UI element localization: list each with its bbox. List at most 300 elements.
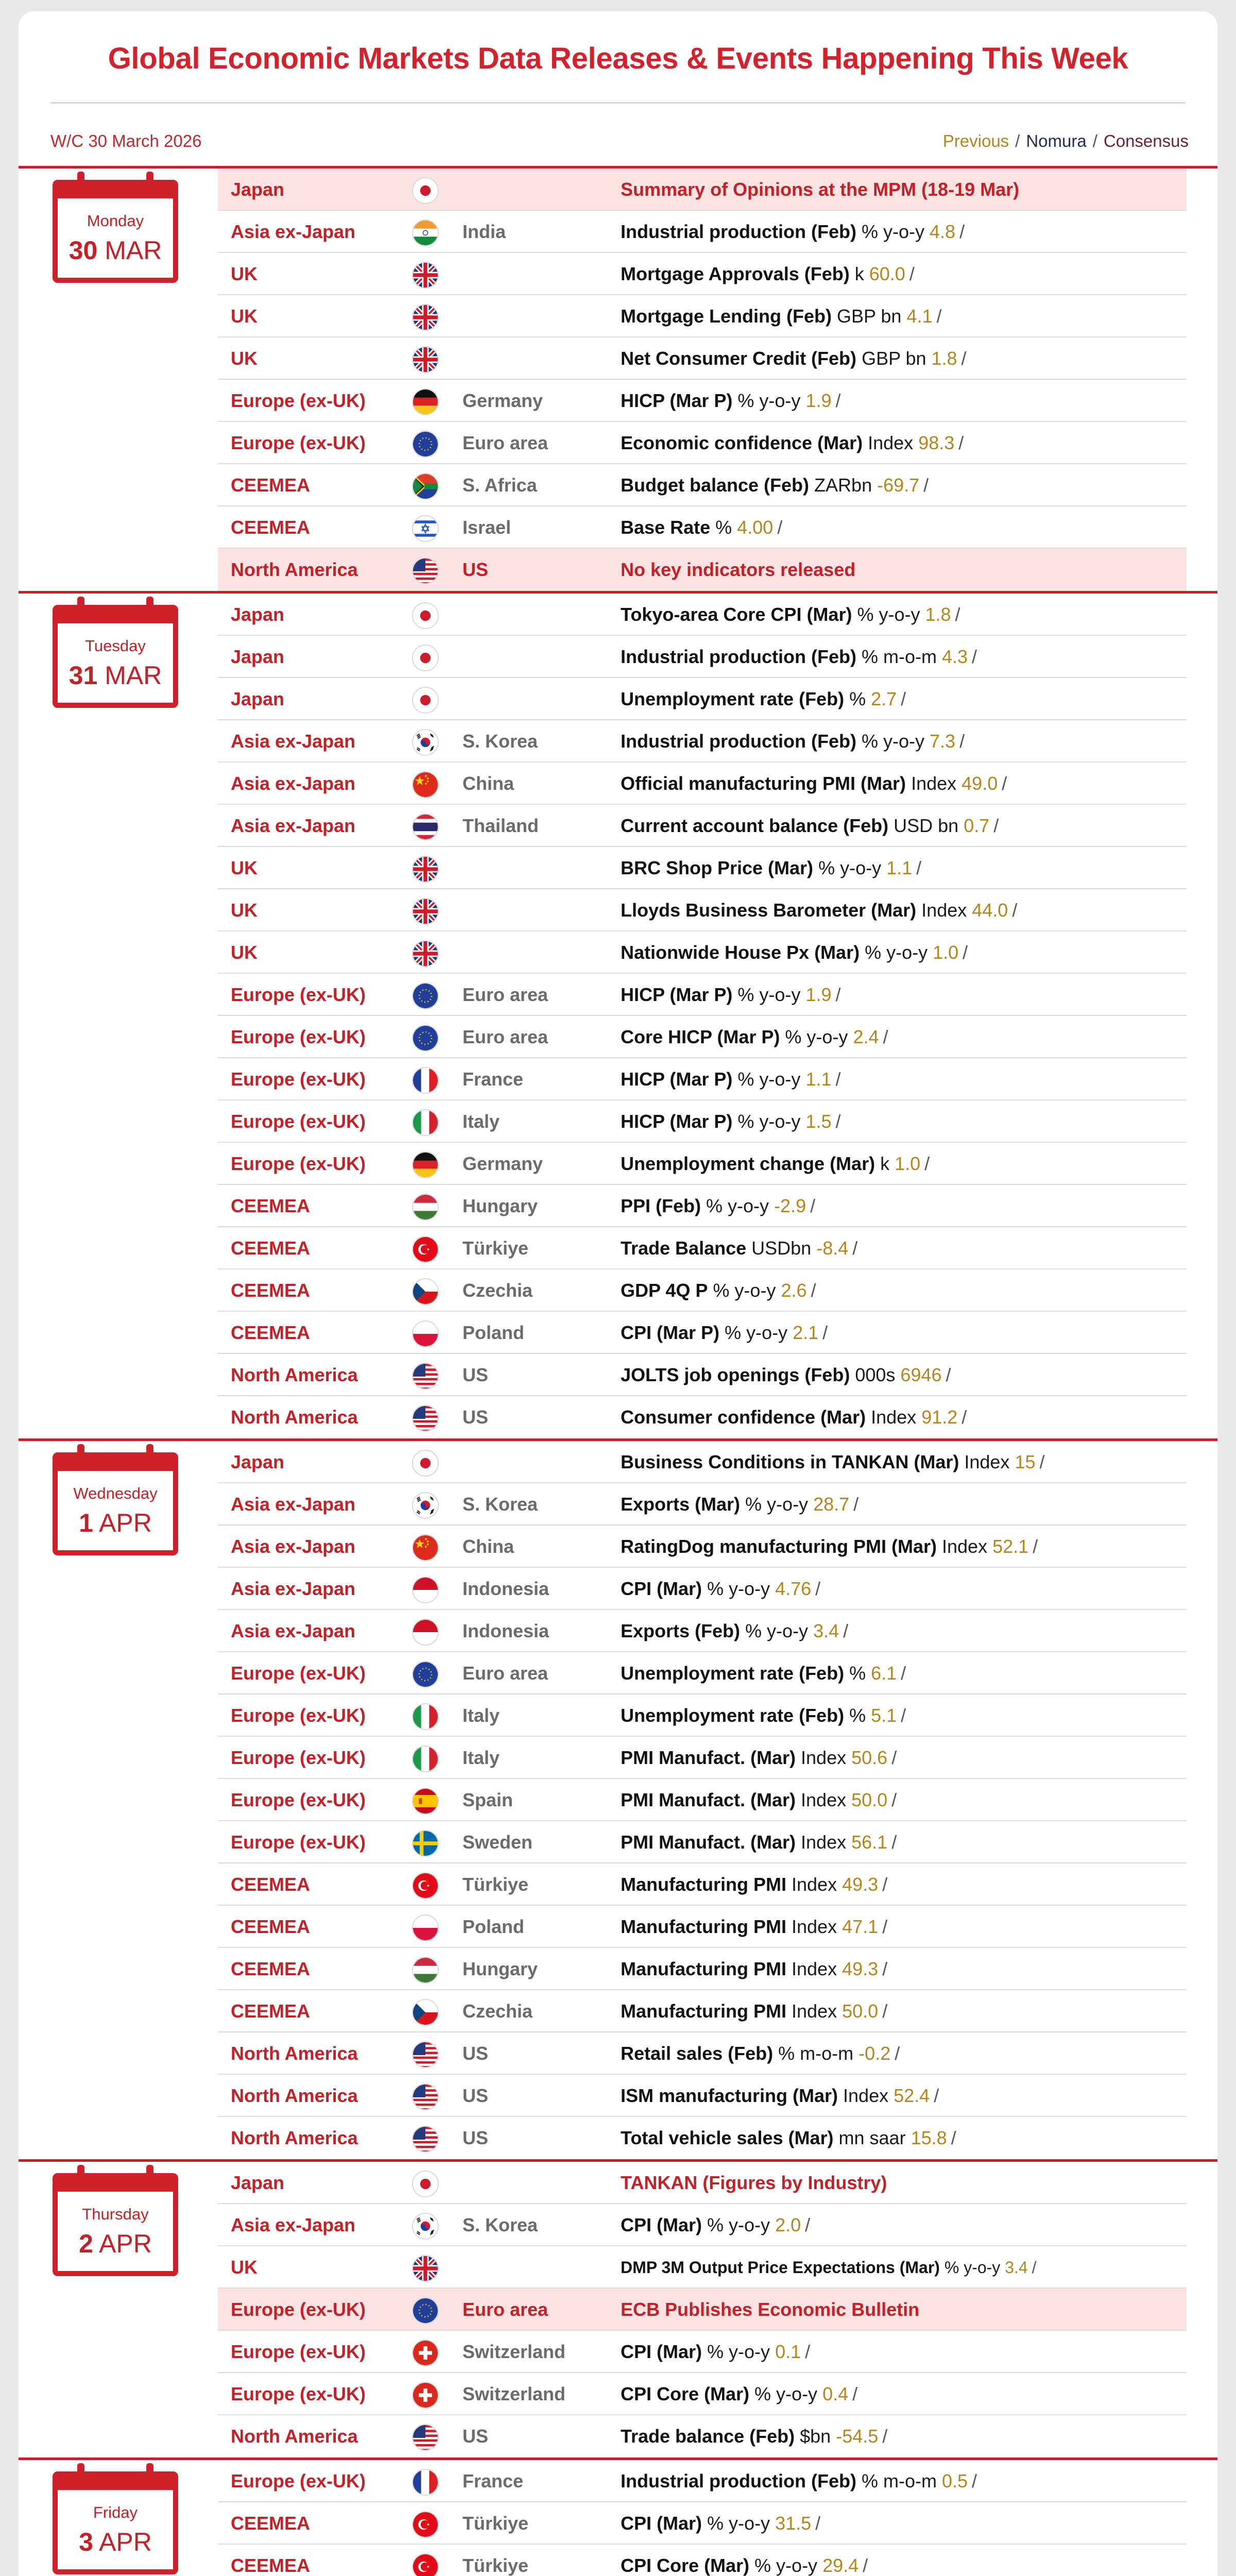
day-section-wednesday bbox=[19, 1438, 1217, 2159]
previous-value: 4.3 bbox=[942, 646, 968, 667]
region-label: North America bbox=[231, 2127, 358, 2148]
release-row bbox=[218, 805, 1187, 847]
previous-value: 2.6 bbox=[781, 1280, 807, 1301]
value-separator: / bbox=[805, 2341, 811, 2362]
release-row bbox=[218, 2373, 1187, 2415]
us-flag-icon bbox=[412, 1405, 439, 1432]
value-separator: / bbox=[962, 1406, 967, 1428]
indicator bbox=[621, 1906, 891, 1948]
previous-value: 0.4 bbox=[822, 2383, 849, 2404]
indicator-unit: Index bbox=[792, 1874, 837, 1895]
day-number: 31 bbox=[68, 661, 98, 690]
previous-value: 50.6 bbox=[851, 1747, 888, 1768]
day-date bbox=[58, 2527, 173, 2557]
event-row bbox=[218, 168, 1187, 211]
value-separator: / bbox=[882, 2001, 888, 2022]
release-row bbox=[218, 1483, 1187, 1526]
legend-consensus: Consensus bbox=[1103, 131, 1189, 150]
release-row bbox=[218, 678, 1187, 720]
eu-flag-icon bbox=[412, 2297, 439, 2324]
previous-value: 4.1 bbox=[906, 306, 933, 327]
indicator-name: Industrial production (Feb) bbox=[621, 221, 856, 242]
indicator-name: Unemployment rate (Feb) bbox=[621, 1663, 845, 1684]
release-row bbox=[218, 2460, 1187, 2502]
turkiye-flag-icon bbox=[412, 2553, 439, 2576]
release-row bbox=[218, 1821, 1187, 1863]
indicator-unit: % m-o-m bbox=[778, 2043, 854, 2064]
indicator-unit: % y-o-y bbox=[745, 1494, 809, 1515]
indicator bbox=[621, 1821, 901, 1863]
israel-flag-icon bbox=[412, 515, 439, 542]
release-row bbox=[218, 2162, 1187, 2204]
country-label: Indonesia bbox=[462, 1578, 550, 1599]
previous-value: 49.0 bbox=[962, 773, 998, 794]
region-label: Europe (ex-UK) bbox=[231, 2470, 366, 2492]
release-row bbox=[218, 594, 1187, 636]
release-row bbox=[218, 253, 1187, 295]
release-row bbox=[218, 1948, 1187, 1990]
region-label: Asia ex-Japan bbox=[231, 1494, 356, 1515]
indicator bbox=[621, 211, 969, 253]
value-separator: / bbox=[924, 1153, 930, 1174]
indicator bbox=[621, 1016, 892, 1058]
previous-value: 2.4 bbox=[853, 1026, 879, 1047]
indicator bbox=[621, 2204, 814, 2246]
turkiye-flag-icon bbox=[412, 1872, 439, 1899]
previous-value: 49.3 bbox=[842, 1874, 879, 1895]
country-label: Hungary bbox=[462, 1195, 538, 1216]
previous-value: 2.1 bbox=[793, 1322, 819, 1343]
region-label: CEEMEA bbox=[231, 1916, 311, 1937]
indicator-unit: Index bbox=[801, 1747, 847, 1768]
japan-flag-icon bbox=[412, 177, 439, 204]
region-label: UK bbox=[231, 348, 258, 369]
country-label: Czechia bbox=[462, 1280, 533, 1301]
previous-value: 52.4 bbox=[894, 2085, 930, 2106]
region-label: Europe (ex-UK) bbox=[231, 1832, 366, 1853]
value-separator: / bbox=[882, 2426, 888, 2447]
country-label: S. Korea bbox=[462, 1494, 538, 1515]
previous-value: 50.0 bbox=[842, 2001, 879, 2022]
indicator bbox=[621, 2373, 862, 2415]
indicator bbox=[621, 380, 845, 422]
south-korea-flag-icon bbox=[412, 1492, 439, 1519]
eu-flag-icon bbox=[412, 982, 439, 1009]
indicator-unit: Index bbox=[871, 1406, 917, 1428]
country-label: Thailand bbox=[462, 815, 539, 836]
day-section-friday bbox=[19, 2458, 1217, 2576]
region-label: Asia ex-Japan bbox=[231, 2214, 356, 2235]
indicator bbox=[621, 1185, 819, 1227]
calendar-icon bbox=[53, 605, 178, 708]
release-row bbox=[218, 1652, 1187, 1694]
region-label: Europe (ex-UK) bbox=[231, 2341, 366, 2362]
value-separator: / bbox=[951, 2127, 956, 2148]
indicator bbox=[621, 422, 968, 464]
region-label: Asia ex-Japan bbox=[231, 1620, 356, 1641]
release-row bbox=[218, 2117, 1187, 2159]
previous-value: 6946 bbox=[900, 1364, 942, 1385]
indicator-name: Mortgage Approvals (Feb) bbox=[621, 263, 850, 284]
value-separator: / bbox=[863, 2555, 868, 2576]
calendar-icon bbox=[53, 2173, 178, 2276]
previous-value: 1.0 bbox=[895, 1153, 921, 1174]
release-row bbox=[218, 2545, 1187, 2576]
indicator-name: Current account balance (Feb) bbox=[621, 815, 889, 836]
indicator-name: Trade balance (Feb) bbox=[621, 2426, 795, 2447]
value-separator: / bbox=[959, 731, 965, 752]
value-separator: / bbox=[805, 2214, 811, 2235]
china-flag-icon bbox=[412, 1534, 439, 1561]
previous-value: 1.5 bbox=[805, 1111, 832, 1132]
indicator-name: Exports (Feb) bbox=[621, 1620, 741, 1641]
release-row bbox=[218, 506, 1187, 549]
region-label: CEEMEA bbox=[231, 1874, 311, 1895]
japan-flag-icon bbox=[412, 2171, 439, 2197]
indicator-name: Unemployment rate (Feb) bbox=[621, 688, 845, 709]
indicator bbox=[621, 1058, 845, 1100]
release-row bbox=[218, 1863, 1187, 1906]
country-label: Italy bbox=[462, 1111, 500, 1132]
indicator bbox=[621, 1863, 891, 1906]
day-of-week: Thursday bbox=[82, 2205, 149, 2223]
region-label: Europe (ex-UK) bbox=[231, 2299, 366, 2320]
indicator-name: PMI Manufact. (Mar) bbox=[621, 1789, 796, 1810]
country-label: Italy bbox=[462, 1747, 500, 1768]
previous-value: 47.1 bbox=[842, 1916, 879, 1937]
previous-value: 29.4 bbox=[822, 2555, 859, 2576]
calendar-card bbox=[19, 11, 1217, 2576]
country-label: US bbox=[462, 2043, 489, 2064]
country-label: Germany bbox=[462, 1153, 543, 1174]
indicator-name: PMI Manufact. (Mar) bbox=[621, 1747, 796, 1768]
release-row bbox=[218, 1016, 1187, 1058]
germany-flag-icon bbox=[412, 388, 439, 415]
turkiye-flag-icon bbox=[412, 1236, 439, 1263]
previous-value: 98.3 bbox=[918, 432, 955, 453]
country-label: Türkiye bbox=[462, 2513, 529, 2534]
release-list bbox=[218, 2460, 1187, 2576]
day-date bbox=[58, 2229, 173, 2259]
previous-value: 2.0 bbox=[775, 2214, 801, 2235]
indicator-unit: Index bbox=[792, 1958, 837, 1979]
region-label: Europe (ex-UK) bbox=[231, 432, 366, 453]
indicator-unit: % y-o-y bbox=[707, 2214, 770, 2235]
hungary-flag-icon bbox=[412, 1194, 439, 1221]
indicator-unit: % y-o-y bbox=[707, 1578, 770, 1599]
region-label: CEEMEA bbox=[231, 1238, 311, 1259]
indicator-unit: % y-o-y bbox=[707, 2513, 770, 2534]
indicator bbox=[621, 1312, 832, 1354]
indicator-name: Net Consumer Credit (Feb) bbox=[621, 348, 857, 369]
region-label: UK bbox=[231, 2257, 258, 2278]
region-label: Europe (ex-UK) bbox=[231, 1026, 366, 1047]
region-label: North America bbox=[231, 1406, 358, 1428]
indicator-name: Economic confidence (Mar) bbox=[621, 432, 863, 453]
indicator bbox=[621, 1610, 852, 1652]
indicator-name: Base Rate bbox=[621, 517, 711, 538]
country-label: France bbox=[462, 2470, 524, 2492]
indicator bbox=[621, 1269, 820, 1312]
indicator bbox=[621, 2032, 904, 2075]
indicator-name: BRC Shop Price (Mar) bbox=[621, 857, 814, 878]
previous-value: 31.5 bbox=[775, 2513, 812, 2534]
region-label: Europe (ex-UK) bbox=[231, 390, 366, 411]
region-label: Europe (ex-UK) bbox=[231, 1789, 366, 1810]
previous-value: 49.3 bbox=[842, 1958, 879, 1979]
previous-value: -0.2 bbox=[859, 2043, 891, 2064]
region-label: Europe (ex-UK) bbox=[231, 1747, 366, 1768]
country-label: Poland bbox=[462, 1322, 525, 1343]
value-separator: / bbox=[993, 815, 999, 836]
previous-value: 4.8 bbox=[930, 221, 956, 242]
indicator bbox=[621, 762, 1011, 805]
release-row bbox=[218, 974, 1187, 1016]
indicator-unit: Index bbox=[801, 1832, 847, 1853]
country-label: Germany bbox=[462, 390, 543, 411]
indicator-unit: % y-o-y bbox=[706, 1195, 769, 1216]
value-separator: / bbox=[972, 646, 977, 667]
indicator-unit: $bn bbox=[800, 2426, 831, 2447]
release-row bbox=[218, 2032, 1187, 2075]
value-separator: / bbox=[901, 1705, 906, 1726]
day-month: APR bbox=[99, 2229, 152, 2258]
value-separator: / bbox=[891, 1832, 897, 1853]
indicator-name: Nationwide House Px (Mar) bbox=[621, 942, 860, 963]
country-label: Switzerland bbox=[462, 2341, 566, 2362]
us-flag-icon bbox=[412, 2126, 439, 2153]
indicator-name: Summary of Opinions at the MPM (18-19 Mar) bbox=[621, 179, 1020, 200]
indicator-unit: % bbox=[849, 688, 866, 709]
release-row bbox=[218, 931, 1187, 974]
us-flag-icon bbox=[412, 1363, 439, 1389]
legend-nomura: Nomura bbox=[1026, 131, 1087, 150]
day-number: 3 bbox=[79, 2528, 93, 2556]
indonesia-flag-icon bbox=[412, 1577, 439, 1603]
indicator bbox=[621, 506, 786, 549]
indicator-unit: Index bbox=[964, 1451, 1010, 1472]
previous-value: 4.76 bbox=[775, 1578, 812, 1599]
uk-flag-icon bbox=[412, 262, 439, 289]
region-label: North America bbox=[231, 559, 358, 580]
hungary-flag-icon bbox=[412, 1957, 439, 1984]
release-row bbox=[218, 211, 1187, 253]
indicator bbox=[621, 1441, 1049, 1483]
value-separator: / bbox=[959, 221, 965, 242]
release-row bbox=[218, 1058, 1187, 1100]
indicator-unit: % y-o-y bbox=[818, 857, 882, 878]
day-month: APR bbox=[99, 1509, 152, 1537]
previous-value: 1.9 bbox=[805, 984, 832, 1005]
indicator bbox=[621, 253, 919, 295]
indicator-unit: 000s bbox=[855, 1364, 896, 1385]
region-label: CEEMEA bbox=[231, 2001, 311, 2022]
country-label: S. Korea bbox=[462, 731, 538, 752]
indicator-unit: Index bbox=[911, 773, 957, 794]
indicator-unit: Index bbox=[942, 1536, 988, 1557]
week-schedule bbox=[19, 166, 1217, 2576]
country-label: Spain bbox=[462, 1789, 513, 1810]
indicator bbox=[621, 1568, 825, 1610]
indicator bbox=[621, 2460, 981, 2502]
indicator bbox=[621, 1737, 901, 1779]
poland-flag-icon bbox=[412, 1914, 439, 1941]
region-label: Europe (ex-UK) bbox=[231, 2383, 366, 2404]
country-label: S. Africa bbox=[462, 474, 537, 496]
indicator-unit: Index bbox=[921, 900, 967, 921]
indicator bbox=[621, 2117, 960, 2159]
indicator bbox=[621, 1143, 934, 1185]
indicator-name: CPI Core (Mar) bbox=[621, 2555, 750, 2576]
region-label: North America bbox=[231, 1364, 358, 1385]
indicator-name: Core HICP (Mar P) bbox=[621, 1026, 780, 1047]
value-separator: / bbox=[891, 1789, 897, 1810]
indicator-name: GDP 4Q P bbox=[621, 1280, 708, 1301]
indicator-unit: Index bbox=[843, 2085, 889, 2106]
region-label: Japan bbox=[231, 604, 285, 625]
region-label: Japan bbox=[231, 646, 285, 667]
country-label: US bbox=[462, 1406, 489, 1428]
uk-flag-icon bbox=[412, 940, 439, 967]
region-label: CEEMEA bbox=[231, 2555, 311, 2576]
indicator-name: Industrial production (Feb) bbox=[621, 2470, 856, 2492]
day-date bbox=[58, 1508, 173, 1538]
region-label: Europe (ex-UK) bbox=[231, 1663, 366, 1684]
release-row bbox=[218, 847, 1187, 889]
country-label: Sweden bbox=[462, 1832, 533, 1853]
country-label: Euro area bbox=[462, 984, 548, 1005]
indicator-unit: Index bbox=[868, 432, 914, 453]
indicator bbox=[621, 847, 925, 889]
release-row bbox=[218, 2502, 1187, 2545]
indicator bbox=[621, 889, 1021, 931]
region-label: CEEMEA bbox=[231, 2513, 311, 2534]
calendar-icon bbox=[53, 180, 178, 283]
indicator bbox=[621, 1694, 910, 1737]
germany-flag-icon bbox=[412, 1151, 439, 1178]
value-separator: / bbox=[835, 1111, 841, 1132]
indicator bbox=[621, 1100, 845, 1143]
indicator-unit: GBP bn bbox=[836, 306, 902, 327]
uk-flag-icon bbox=[412, 2255, 439, 2282]
italy-flag-icon bbox=[412, 1703, 439, 1730]
release-row bbox=[218, 720, 1187, 762]
indicator-name: PMI Manufact. (Mar) bbox=[621, 1832, 796, 1853]
indicator-unit: Index bbox=[792, 1916, 837, 1937]
indicator-name: ISM manufacturing (Mar) bbox=[621, 2085, 838, 2106]
previous-value: 1.1 bbox=[805, 1069, 832, 1090]
indicator-name: RatingDog manufacturing PMI (Mar) bbox=[621, 1536, 937, 1557]
release-row bbox=[218, 636, 1187, 678]
indicator bbox=[621, 974, 845, 1016]
value-separator: / bbox=[916, 857, 922, 878]
japan-flag-icon bbox=[412, 645, 439, 671]
us-flag-icon bbox=[412, 2424, 439, 2451]
indicator bbox=[621, 1354, 955, 1396]
value-separator: / bbox=[835, 390, 841, 411]
indicator bbox=[621, 2289, 919, 2331]
previous-value: 6.1 bbox=[871, 1663, 897, 1684]
previous-value: 60.0 bbox=[869, 263, 905, 284]
indicator-name: Tokyo-area Core CPI (Mar) bbox=[621, 604, 852, 625]
day-month: MAR bbox=[105, 661, 162, 690]
indicator bbox=[621, 1948, 891, 1990]
release-row bbox=[218, 422, 1187, 464]
indicator-unit: % y-o-y bbox=[865, 942, 928, 963]
value-separator: / bbox=[901, 688, 906, 709]
day-month: APR bbox=[99, 2528, 152, 2556]
indicator-unit: % m-o-m bbox=[861, 646, 937, 667]
value-separator: / bbox=[883, 1026, 888, 1047]
indicator-unit: USDbn bbox=[751, 1238, 812, 1259]
day-of-week: Friday bbox=[93, 2503, 138, 2521]
indicator-unit: ZARbn bbox=[814, 474, 872, 496]
value-separator: / bbox=[852, 2383, 858, 2404]
indicator-name: TANKAN (Figures by Industry) bbox=[621, 2172, 887, 2193]
south-korea-flag-icon bbox=[412, 729, 439, 756]
south-korea-flag-icon bbox=[412, 2213, 439, 2240]
uk-flag-icon bbox=[412, 346, 439, 373]
indicator-name: Total vehicle sales (Mar) bbox=[621, 2127, 834, 2148]
country-label: Czechia bbox=[462, 2001, 533, 2022]
indicator-unit: % y-o-y bbox=[861, 731, 924, 752]
indicator bbox=[621, 1227, 862, 1269]
indicator-name: DMP 3M Output Price Expectations (Mar) bbox=[621, 2258, 940, 2277]
day-of-week: Tuesday bbox=[85, 637, 146, 655]
indicator-name: Consumer confidence (Mar) bbox=[621, 1406, 866, 1428]
region-label: CEEMEA bbox=[231, 517, 311, 538]
us-flag-icon bbox=[412, 557, 439, 584]
indicator-name: Exports (Mar) bbox=[621, 1494, 741, 1515]
uk-flag-icon bbox=[412, 304, 439, 331]
day-number: 30 bbox=[68, 236, 98, 265]
value-separator: / bbox=[835, 1069, 841, 1090]
release-list bbox=[218, 1441, 1187, 2159]
country-label: Israel bbox=[462, 517, 511, 538]
value-separator: / bbox=[955, 604, 960, 625]
indicator bbox=[621, 1396, 971, 1438]
country-label: Poland bbox=[462, 1916, 525, 1937]
release-list bbox=[218, 2162, 1187, 2458]
indicator-name: CPI (Mar) bbox=[621, 1578, 702, 1599]
indicator-unit: % y-o-y bbox=[707, 2341, 770, 2362]
indicator bbox=[621, 2162, 887, 2204]
country-label: China bbox=[462, 1536, 514, 1557]
poland-flag-icon bbox=[412, 1320, 439, 1347]
indicator bbox=[621, 720, 969, 762]
release-row bbox=[218, 762, 1187, 805]
release-row bbox=[218, 889, 1187, 931]
region-label: CEEMEA bbox=[231, 1195, 311, 1216]
region-label: Japan bbox=[231, 2172, 285, 2193]
indicator-name: CPI (Mar) bbox=[621, 2341, 702, 2362]
indonesia-flag-icon bbox=[412, 1619, 439, 1646]
release-row bbox=[218, 1568, 1187, 1610]
value-separator: / bbox=[934, 2085, 939, 2106]
region-label: UK bbox=[231, 263, 258, 284]
release-row bbox=[218, 1779, 1187, 1821]
previous-value: -2.9 bbox=[774, 1195, 806, 1216]
day-number: 2 bbox=[79, 2229, 93, 2258]
country-label: US bbox=[462, 559, 489, 580]
indicator-unit: Index bbox=[801, 1789, 847, 1810]
switzerland-flag-icon bbox=[412, 2340, 439, 2366]
region-label: Japan bbox=[231, 179, 285, 200]
release-row bbox=[218, 1737, 1187, 1779]
indicator-name: Industrial production (Feb) bbox=[621, 646, 856, 667]
previous-value: 0.1 bbox=[775, 2341, 801, 2362]
uk-flag-icon bbox=[412, 898, 439, 925]
